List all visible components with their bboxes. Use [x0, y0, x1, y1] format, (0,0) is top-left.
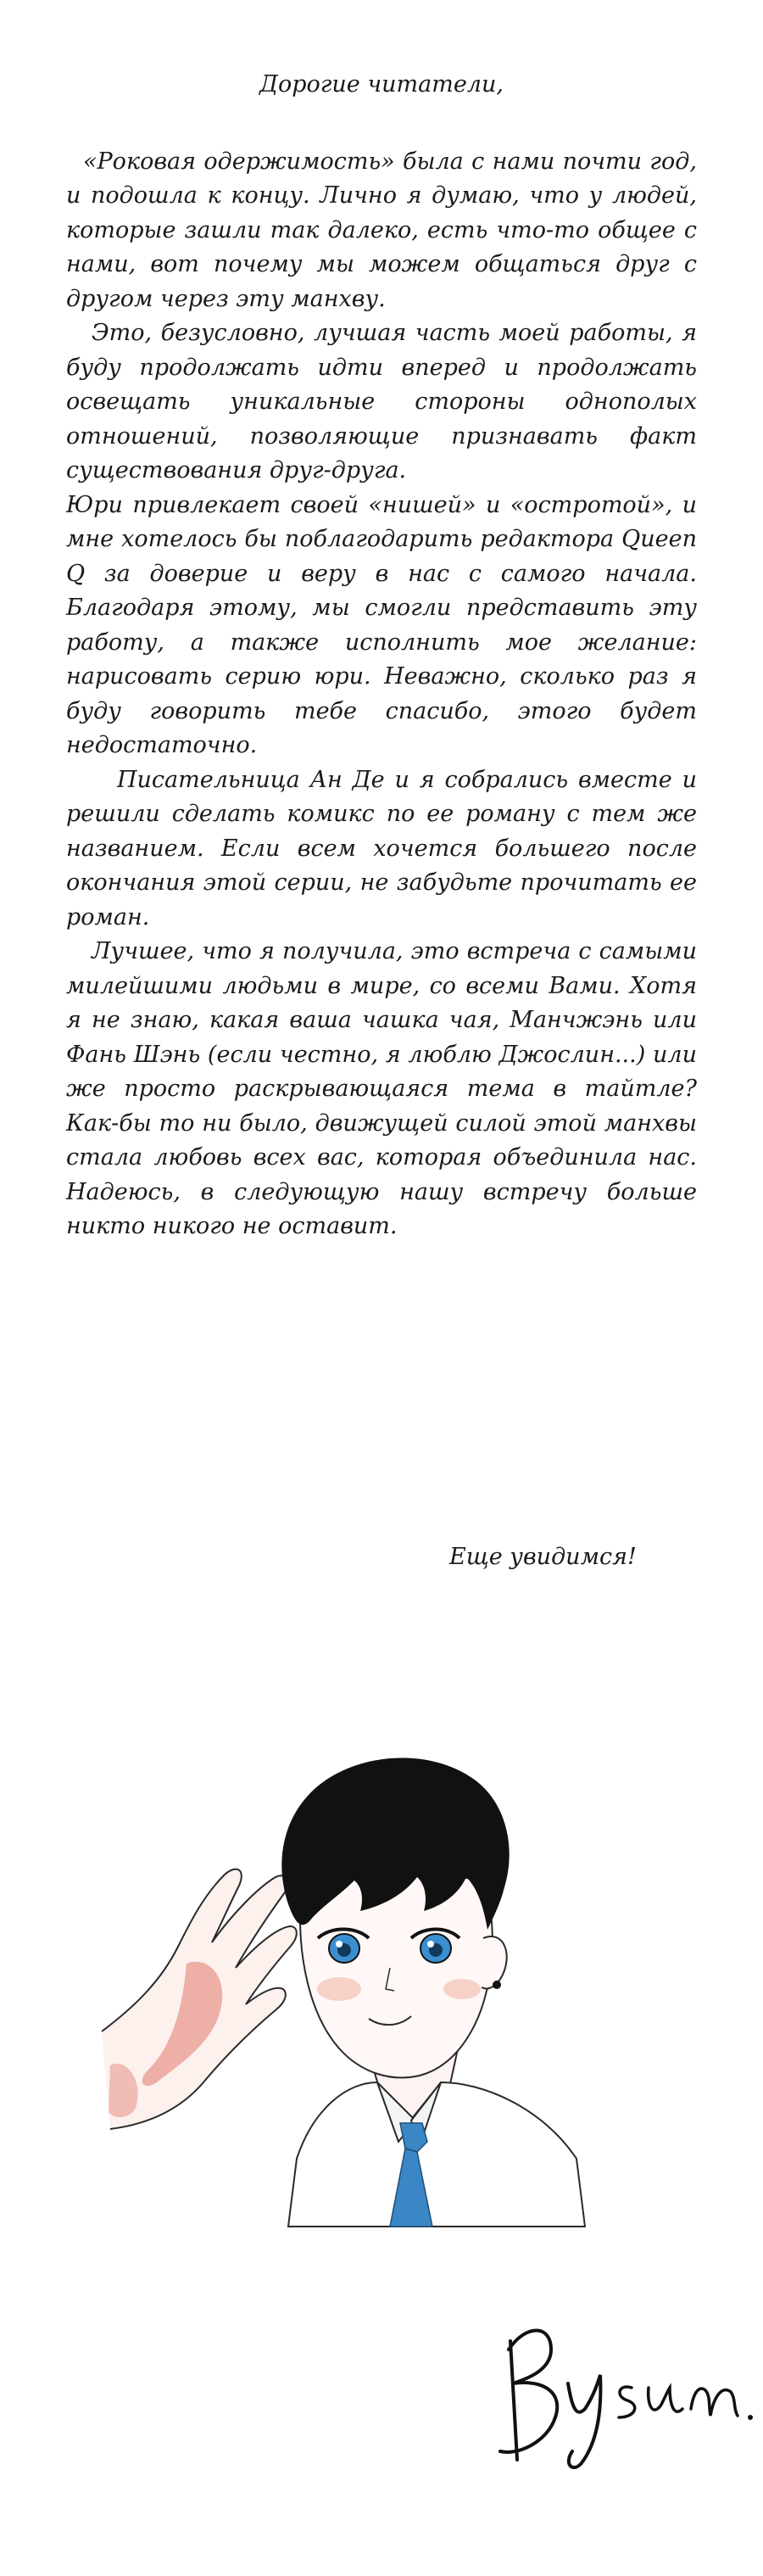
letter-paragraph-3: Юри привлекает своей «нишей» и «остротой», и мне хотелось бы поблагодарить редактора Queen Q за доверие и веру в нас с самого начала. Благодаря этому, мы смогли представить эту работу, а также исполнить мое желание: нарисовать серию юри. Неважно, сколько раз я буду говорить тебе спасибо, этого будет недостаточно. [66, 491, 697, 758]
letter-closing: Еще увидимся! [449, 1544, 637, 1570]
signature [492, 2290, 763, 2477]
letter-paragraph-1: «Роковая одержимость» была с нами почти год, и подошла к концу. Лично я думаю, что у людей, которые зашли так далеко, есть что-то общее с нами, вот почему мы можем общаться друг с другом через эту манхву. [66, 148, 697, 312]
letter-paragraph-2: Это, безусловно, лучшая часть моей работы, я буду продолжать идти вперед и продолжать освещать уникальные стороны однополых отношений, позволяющие признавать факт существования друг-друга. [66, 320, 697, 483]
letter-paragraph-5: Лучшее, что я получила, это встреча с самыми милейшими людьми в мире, со всеми Вами. Хотя я не знаю, какая ваша чашка чая, Манчжэнь или Фань Шэнь (если честно, я люблю Джослин...) или же просто раскрывающаяся тема в тайтле? Как-бы то ни было, движущей силой этой манхвы стала любовь всех вас, которая объединила нас. Надеюсь, в следующую нашу встречу больше никто никого не оставит. [66, 938, 697, 1239]
letter-greeting: Дорогие читатели, [259, 71, 504, 98]
saluting-boy-illustration [85, 1684, 695, 2235]
hand-icon [102, 1869, 297, 2129]
earring-icon [493, 1981, 501, 1989]
letter [66, 68, 697, 1244]
face [300, 1870, 507, 2077]
letter-paragraph-4: Писательница Ан Де и я собрались вместе и решили сделать комикс по ее роману с тем же названием. Если всем хочется большего после окончания этой серии, не забудьте прочитать ее роман. [66, 766, 697, 930]
